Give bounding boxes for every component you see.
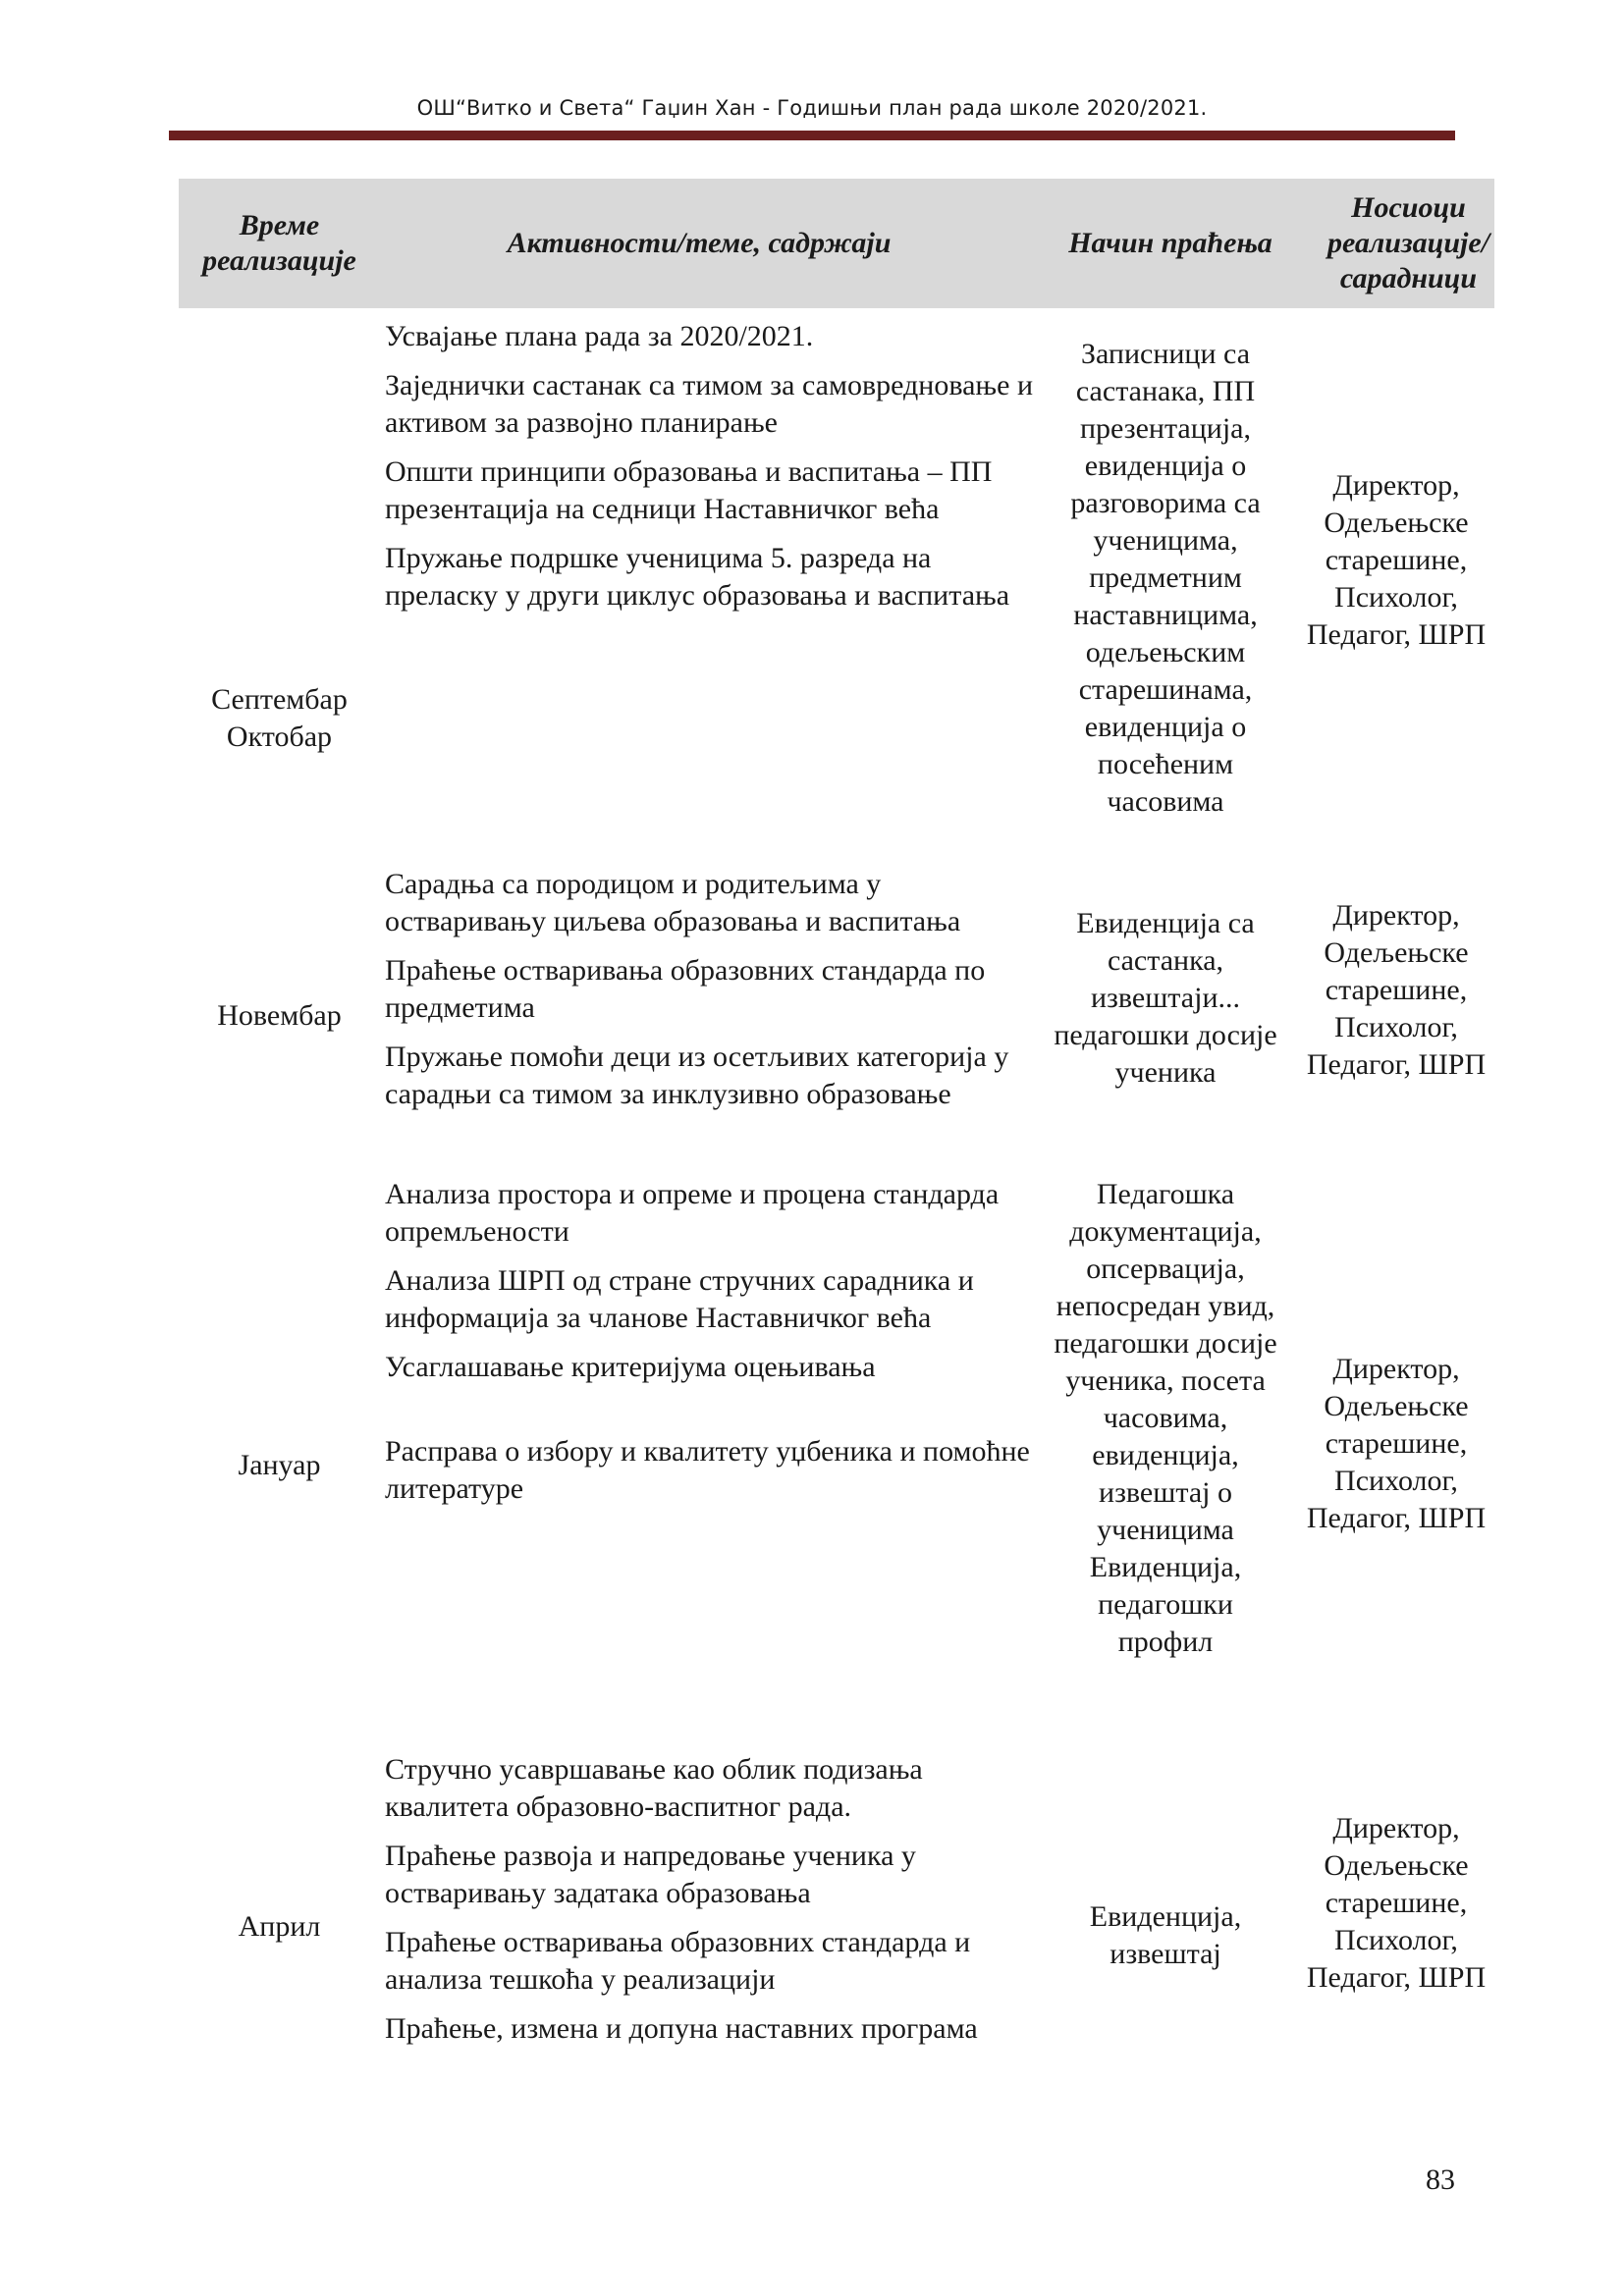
column-header-method: Начин праћења	[1068, 227, 1272, 259]
activity-item: Праћење остваривања образовних стандарда по предметима	[385, 954, 986, 1024]
activity-item: Пружање подршке ученицима 5. разреда на преласку у други циклус образовања и васпитања	[385, 542, 1010, 612]
activities-cell	[385, 1176, 1033, 1520]
time-cell: Јануар	[238, 1449, 321, 1481]
activity-item: Праћење, измена и допуна наставних програма	[385, 2012, 978, 2045]
plan-table	[179, 179, 1494, 2045]
method-cell: Евиденција, извештај	[1089, 1900, 1242, 1970]
responsible-cell: Директор, Одељењске старешине, Психолог, Педагог, ШРП	[1306, 899, 1487, 1081]
page-header: ОШ“Витко и Света“ Гаџин Хан - Годишњи план рада школе 2020/2021.	[416, 96, 1208, 120]
table-header	[179, 179, 1494, 308]
time-cell: Новембар	[217, 999, 342, 1032]
activity-item: Праћење остваривања образовних стандарда и анализа тешкоћа у реализацији	[385, 1926, 971, 1996]
responsible-cell: Директор, Одељењске старешине, Психолог, Педагог, ШРП	[1306, 1812, 1487, 1994]
method-cell: Евиденција са састанка, извештаји... педагошки досије ученика	[1054, 907, 1277, 1089]
activity-item: Усаглашавање критеријума оцењивања	[385, 1351, 876, 1383]
activities-cell	[385, 318, 1033, 626]
activity-item: Анализа простора и опреме и процена стандарда опремљености	[385, 1178, 1000, 1248]
column-header-time: Време реализације	[202, 209, 356, 277]
activity-item: Сарадња са породицом и родитељима у остваривању циљева образовања и васпитања	[385, 868, 961, 937]
time-cell: Септембар Октобар	[211, 683, 348, 753]
activities-cell	[385, 866, 1033, 1125]
time-cell: Април	[238, 1910, 321, 1943]
activity-item: Праћење развоја и напредовање ученика у остваривању задатака образовања	[385, 1840, 916, 1909]
activity-item: Стручно усавршавање као облик подизања квалитета образовно-васпитног рада.	[385, 1753, 923, 1823]
activities-cell	[385, 1751, 1033, 2059]
method-cell: Записници са састанака, ПП презентација, евиденција о разговорима са ученицима, предметним наставницима, одељењским старешинама, евиденција о посећеним часовима	[1070, 338, 1261, 818]
activity-item: Општи принципи образовања и васпитања – ПП презентација на седници Наставничког већа	[385, 455, 993, 525]
activity-item: Пружање помоћи деци из осетљивих категорија у сарадњи са тимом за инклузивно образовање	[385, 1041, 1009, 1110]
activity-item: Заједнички састанак са тимом за самовредновање и активом за развојно планирање	[385, 369, 1033, 439]
activity-item: Расправа о избору и квалитету уџбеника и помоћне литературе	[385, 1435, 1030, 1505]
header-rule	[169, 131, 1455, 140]
activity-item: Анализа ШРП од стране стручних сарадника и информација за чланове Наставничког већа	[385, 1264, 974, 1334]
responsible-cell: Директор, Одељењске старешине, Психолог, Педагог, ШРП	[1306, 469, 1487, 651]
responsible-cell: Директор, Одељењске старешине, Психолог, Педагог, ШРП	[1306, 1353, 1487, 1534]
page-number: 83	[1426, 2163, 1455, 2196]
method-cell: Педагошка документација, опсервација, непосредан увид, педагошки досије ученика, посета часовима, евиденција, извештај о ученицима Евиденција, педагошки профил	[1054, 1178, 1277, 1658]
column-header-responsible: Носиоци реализације/ сарадници	[1326, 191, 1490, 294]
column-header-activities: Активности/теме, садржаји	[507, 227, 892, 259]
activity-item: Усвајање плана рада за 2020/2021.	[385, 320, 814, 352]
